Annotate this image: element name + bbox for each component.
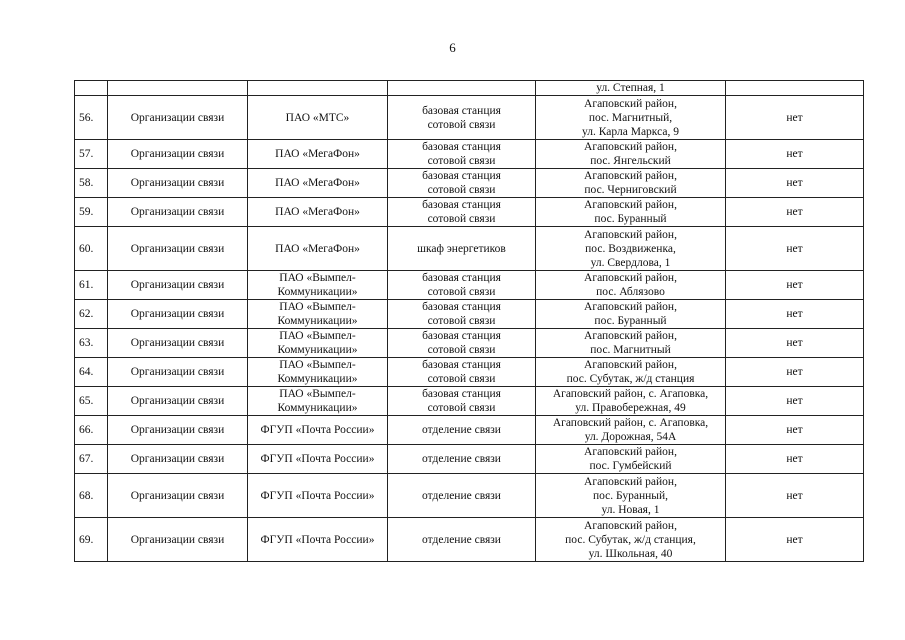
address-cell: Агаповский район, пос. Буранный, ул. Новая, 1 <box>536 474 726 518</box>
table-row <box>75 358 864 387</box>
organization-cell: ПАО «Вымпел- Коммуникации» <box>248 387 388 416</box>
value-cell: нет <box>726 227 864 271</box>
table-row <box>75 198 864 227</box>
table-row <box>75 518 864 562</box>
category-cell: Организации связи <box>108 300 248 329</box>
address-cell: Агаповский район, пос. Субутак, ж/д станция <box>536 358 726 387</box>
address-cell: ул. Степная, 1 <box>536 81 726 96</box>
object-type-cell: отделение связи <box>388 416 536 445</box>
table-row <box>75 474 864 518</box>
table-row <box>75 81 864 96</box>
object-type-cell: шкаф энергетиков <box>388 227 536 271</box>
row-number-cell: 64. <box>75 358 108 387</box>
category-cell: Организации связи <box>108 518 248 562</box>
address-cell: Агаповский район, пос. Буранный <box>536 198 726 227</box>
address-cell: Агаповский район, пос. Янгельский <box>536 140 726 169</box>
organization-cell: ПАО «МегаФон» <box>248 140 388 169</box>
value-cell: нет <box>726 474 864 518</box>
row-number-cell: 65. <box>75 387 108 416</box>
row-number-cell: 60. <box>75 227 108 271</box>
object-type-cell: базовая станция сотовой связи <box>388 140 536 169</box>
object-type-cell: отделение связи <box>388 518 536 562</box>
object-type-cell: базовая станция сотовой связи <box>388 271 536 300</box>
organization-cell: ПАО «МегаФон» <box>248 198 388 227</box>
value-cell: нет <box>726 416 864 445</box>
address-cell: Агаповский район, пос. Гумбейский <box>536 445 726 474</box>
organization-cell: ПАО «МегаФон» <box>248 169 388 198</box>
table-row <box>75 169 864 198</box>
category-cell: Организации связи <box>108 169 248 198</box>
row-number-cell: 69. <box>75 518 108 562</box>
category-cell: Организации связи <box>108 416 248 445</box>
address-cell: Агаповский район, пос. Буранный <box>536 300 726 329</box>
row-number-cell <box>75 81 108 96</box>
category-cell: Организации связи <box>108 387 248 416</box>
category-cell: Организации связи <box>108 227 248 271</box>
category-cell: Организации связи <box>108 96 248 140</box>
organization-cell: ФГУП «Почта России» <box>248 416 388 445</box>
organization-cell: ПАО «Вымпел- Коммуникации» <box>248 271 388 300</box>
value-cell: нет <box>726 140 864 169</box>
table-row <box>75 300 864 329</box>
table-row <box>75 227 864 271</box>
address-cell: Агаповский район, пос. Субутак, ж/д станция, ул. Школьная, 40 <box>536 518 726 562</box>
row-number-cell: 68. <box>75 474 108 518</box>
category-cell <box>108 81 248 96</box>
organization-cell: ФГУП «Почта России» <box>248 445 388 474</box>
organization-cell <box>248 81 388 96</box>
table-row <box>75 445 864 474</box>
table-row <box>75 271 864 300</box>
row-number-cell: 57. <box>75 140 108 169</box>
table-row <box>75 329 864 358</box>
organization-cell: ФГУП «Почта России» <box>248 518 388 562</box>
category-cell: Организации связи <box>108 474 248 518</box>
value-cell: нет <box>726 169 864 198</box>
row-number-cell: 58. <box>75 169 108 198</box>
table-row <box>75 416 864 445</box>
value-cell: нет <box>726 198 864 227</box>
registry-table-body <box>75 81 864 562</box>
row-number-cell: 59. <box>75 198 108 227</box>
row-number-cell: 67. <box>75 445 108 474</box>
object-type-cell: базовая станция сотовой связи <box>388 169 536 198</box>
registry-table <box>74 80 864 562</box>
address-cell: Агаповский район, пос. Воздвиженка, ул. Свердлова, 1 <box>536 227 726 271</box>
value-cell: нет <box>726 387 864 416</box>
object-type-cell: базовая станция сотовой связи <box>388 300 536 329</box>
object-type-cell: базовая станция сотовой связи <box>388 198 536 227</box>
organization-cell: ПАО «МегаФон» <box>248 227 388 271</box>
category-cell: Организации связи <box>108 329 248 358</box>
value-cell: нет <box>726 96 864 140</box>
object-type-cell: базовая станция сотовой связи <box>388 329 536 358</box>
category-cell: Организации связи <box>108 140 248 169</box>
object-type-cell: базовая станция сотовой связи <box>388 387 536 416</box>
value-cell: нет <box>726 518 864 562</box>
row-number-cell: 62. <box>75 300 108 329</box>
category-cell: Организации связи <box>108 358 248 387</box>
value-cell: нет <box>726 271 864 300</box>
row-number-cell: 61. <box>75 271 108 300</box>
organization-cell: ФГУП «Почта России» <box>248 474 388 518</box>
organization-cell: ПАО «Вымпел- Коммуникации» <box>248 300 388 329</box>
address-cell: Агаповский район, пос. Магнитный <box>536 329 726 358</box>
address-cell: Агаповский район, пос. Черниговский <box>536 169 726 198</box>
address-cell: Агаповский район, с. Агаповка, ул. Дорожная, 54А <box>536 416 726 445</box>
organization-cell: ПАО «МТС» <box>248 96 388 140</box>
row-number-cell: 63. <box>75 329 108 358</box>
object-type-cell: базовая станция сотовой связи <box>388 96 536 140</box>
object-type-cell: отделение связи <box>388 445 536 474</box>
category-cell: Организации связи <box>108 271 248 300</box>
address-cell: Агаповский район, пос. Аблязово <box>536 271 726 300</box>
table-row <box>75 96 864 140</box>
page-number: 6 <box>449 40 456 55</box>
object-type-cell: базовая станция сотовой связи <box>388 358 536 387</box>
organization-cell: ПАО «Вымпел- Коммуникации» <box>248 329 388 358</box>
row-number-cell: 66. <box>75 416 108 445</box>
row-number-cell: 56. <box>75 96 108 140</box>
value-cell: нет <box>726 329 864 358</box>
address-cell: Агаповский район, пос. Магнитный, ул. Карла Маркса, 9 <box>536 96 726 140</box>
category-cell: Организации связи <box>108 198 248 227</box>
table-row <box>75 140 864 169</box>
object-type-cell <box>388 81 536 96</box>
address-cell: Агаповский район, с. Агаповка, ул. Правобережная, 49 <box>536 387 726 416</box>
organization-cell: ПАО «Вымпел- Коммуникации» <box>248 358 388 387</box>
value-cell: нет <box>726 358 864 387</box>
value-cell <box>726 81 864 96</box>
table-row <box>75 387 864 416</box>
object-type-cell: отделение связи <box>388 474 536 518</box>
value-cell: нет <box>726 300 864 329</box>
category-cell: Организации связи <box>108 445 248 474</box>
value-cell: нет <box>726 445 864 474</box>
